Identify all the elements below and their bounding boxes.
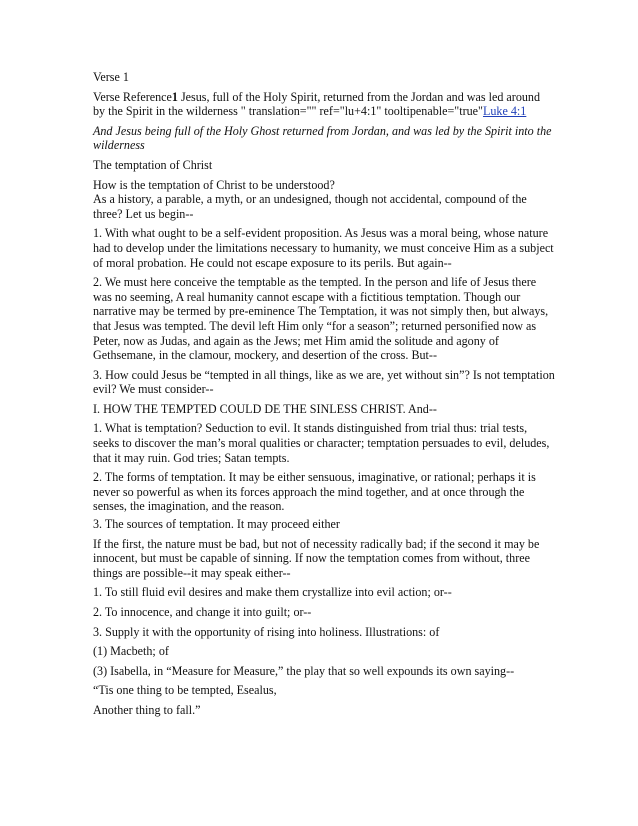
scripture-link[interactable]: Luke 4:1 (482, 104, 527, 119)
paragraph: 3. The sources of temptation. It may proceed either (93, 517, 340, 532)
list-item: (3) Isabella, in “Measure for Measure,” the play that so well expounds its own saying-- (93, 663, 515, 678)
list-item: (1) Macbeth; of (93, 644, 169, 659)
question: How is the temptation of Christ to be understood? (93, 177, 335, 192)
question-follow-up: As a history, a parable, a myth, or an undesigned, though not accidental, compound of the three? Let us begin-- (93, 192, 527, 221)
paragraph: 1. With what ought to be a self-evident proposition. As Jesus was a moral being, whose nature had to develop under the limitations necessary to humanity, we must conceive Him as a subject of moral probation. He could not escape exposure to its perils. But again-- (93, 226, 554, 270)
paragraph: 2. We must here conceive the temptable as the tempted. In the person and life of Jesus there was no seeming, A real humanity cannot escape with a fictitious temptation. Though our narrative may be termed by pre-eminence The Temptation, it was not simply then, but always, that Jesus was tempted. The devil left Him only “for a season”; returned personified now as Peter, now as Judas, and again as the Jews; met Him amid the solitude and agony of Gethsemane, in the clamour, mockery, and desertion of the cross. But-- (93, 275, 549, 363)
quote-line: “Tis one thing to be tempted, Esealus, (93, 683, 277, 698)
verse-reference (93, 90, 555, 119)
list-item: 2. To innocence, and change it into guilt; or-- (93, 605, 312, 619)
verse-number: 1 (171, 89, 178, 104)
kjv-verse: And Jesus being full of the Holy Ghost returned from Jordan, and was led by the Spirit into the wilderness (93, 123, 552, 153)
verse-label: Verse 1 (93, 70, 129, 84)
paragraph: 1. What is temptation? Seduction to evil. It stands distinguished from trial thus: trial tests, seeks to discover the man’s moral qualities or character; temptation persuades to evil, deludes, that it may ruin. God tries; Satan tempts. (93, 421, 550, 465)
quote-line: Another thing to fall.” (93, 702, 201, 717)
list-item: 1. To still fluid evil desires and make them crystallize into evil action; or-- (93, 585, 452, 600)
verse-reference-text: Jesus, full of the Holy Spirit, returned from the Jordan and was led around by the Spirit in the wilderness " translation="" ref="lu+4:1" tooltipenable="true" (93, 89, 541, 119)
verse-reference-prefix: Verse Reference (93, 89, 172, 104)
paragraph: 2. The forms of temptation. It may be either sensuous, imaginative, or rational; perhaps it is never so powerful as when its forces approach the mind together, and at once through the senses, the imagination, and the reason. (93, 470, 536, 514)
subsection-heading: I. HOW THE TEMPTED COULD DE THE SINLESS CHRIST. And-- (93, 401, 437, 416)
paragraph: 3. How could Jesus be “tempted in all things, like as we are, yet without sin”? Is not temptation evil? We must consider-- (93, 367, 555, 397)
section-heading: The temptation of Christ (93, 157, 213, 172)
document-body (93, 70, 555, 718)
paragraph: If the first, the nature must be bad, but not of necessity radically bad; if the second it may be innocent, but must be capable of sinning. If now the temptation comes from without, three things are possible--it may speak either-- (93, 536, 540, 580)
list-item: 3. Supply it with the opportunity of rising into holiness. Illustrations: of (93, 624, 440, 639)
